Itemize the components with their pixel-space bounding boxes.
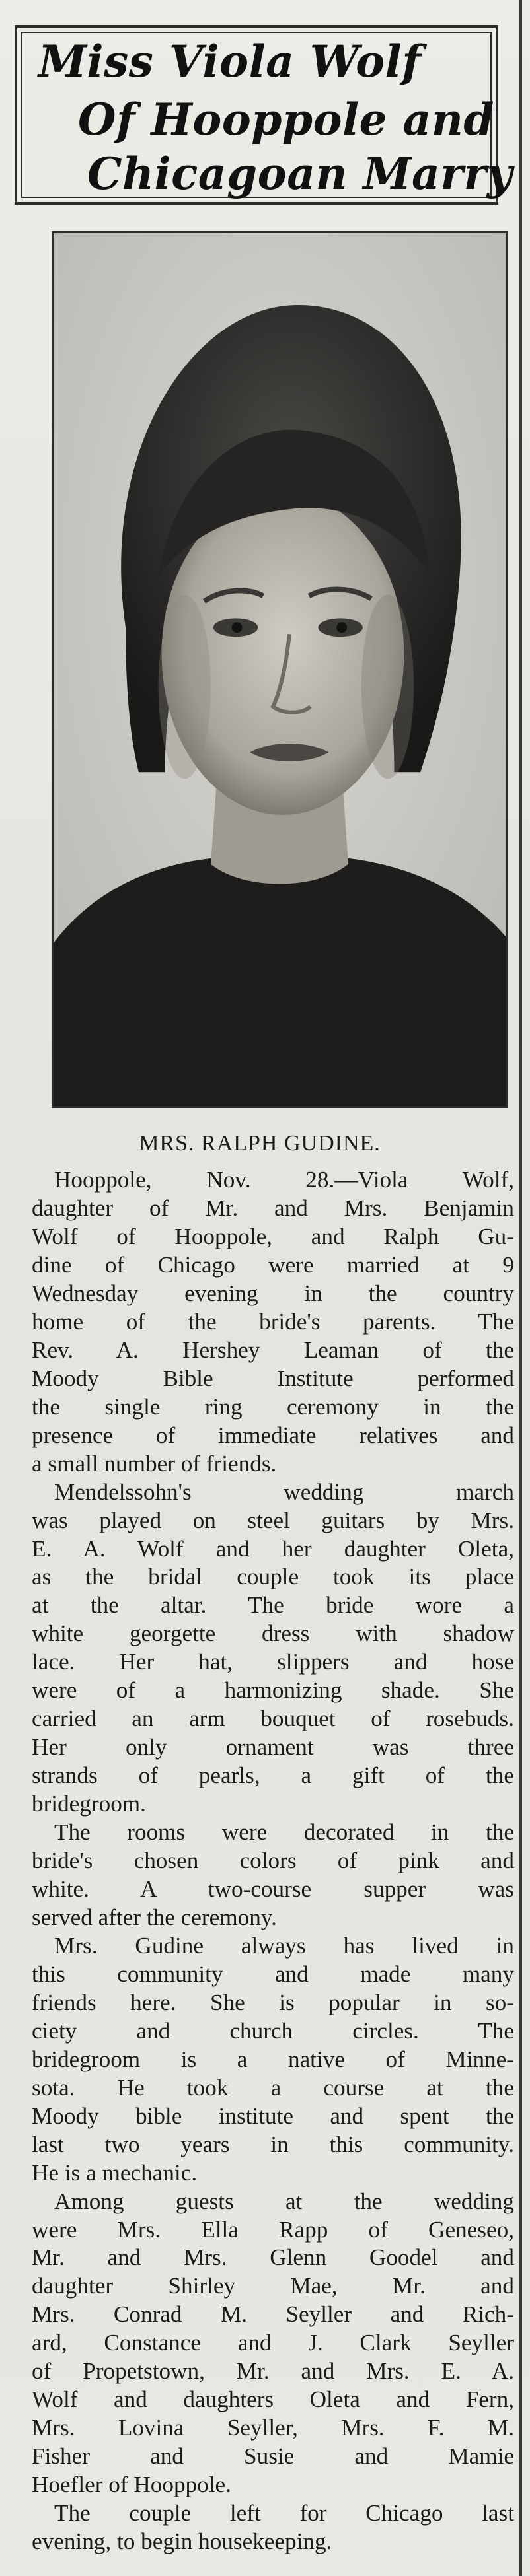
article-line: strands of pearls, a gift of the [32,1762,514,1789]
article-line: Rev. A. Hershey Leaman of the [32,1337,514,1363]
article-line: Mrs. Conrad M. Seyller and Rich- [32,2301,514,2328]
article-line: white georgette dress with shadow [32,1620,514,1647]
article-line: friends here. She is popular in so- [32,1989,514,2015]
article-line: daughter Shirley Mae, Mr. and [32,2273,514,2299]
article-line: were Mrs. Ella Rapp of Geneseo, [32,2216,514,2243]
article-line: Moody bible institute and spent the [32,2103,514,2129]
article-line: sota. He took a course at the [32,2074,514,2101]
portrait-image [54,233,506,1106]
article-line: Mr. and Mrs. Glenn Goodel and [32,2245,514,2271]
portrait-photo [52,231,508,1108]
article-line: The couple left for Chicago last [54,2500,514,2526]
article-line: at the altar. The bride wore a [32,1592,514,1619]
article-line: of Propetstown, Mr. and Mrs. E. A. [32,2358,514,2385]
article-line: Mendelssohn's wedding march [54,1479,514,1505]
headline-line-2: Of Hooppole and [78,94,495,145]
article-line: Mrs. Gudine always has lived in [54,1932,514,1959]
article-line: Hooppole, Nov. 28.—Viola Wolf, [54,1167,514,1193]
article-line: He is a mechanic. [32,2159,198,2186]
article-line: dine of Chicago were married at 9 [32,1251,514,1278]
headline-line-1: Miss Viola Wolf [38,36,422,87]
headline-line-3: Chicagoan Marry [87,148,513,199]
article-line: bride's chosen colors of pink and [32,1848,514,1873]
article-line: Wednesday evening in the country [32,1280,514,1306]
article-line: a small number of friends. [32,1450,277,1477]
article-line: this community and made many [32,1961,514,1987]
article-line: was played on steel guitars by Mrs. [32,1507,514,1533]
article-line: The rooms were decorated in the [54,1819,514,1846]
article-line: ciety and church circles. The [32,2017,514,2044]
article-line: ard, Constance and J. Clark Seyller [32,2330,514,2356]
article-line: as the bridal couple took its place [32,1564,514,1590]
article-line: Wolf and daughters Oleta and Fern, [32,2386,514,2413]
article-line: were of a harmonizing shade. She [32,1677,514,1704]
photo-caption: MRS. RALPH GUDINE. [139,1131,381,1156]
article-line: Fisher and Susie and Mamie [32,2443,514,2470]
article-line: the single ring ceremony in the [32,1393,514,1420]
article-line: E. A. Wolf and her daughter Oleta, [32,1535,514,1562]
article-line: white. A two-course supper was [32,1876,514,1902]
article-line: presence of immediate relatives and [32,1422,514,1448]
article-line: bridegroom is a native of Minne- [32,2046,514,2072]
article-line: Her only ornament was three [32,1734,514,1760]
article-line: home of the bride's parents. The [32,1308,514,1335]
article-line: bridegroom. [32,1791,146,1817]
article-line: served after the ceremony. [32,1904,277,1930]
article-line: evening, to begin housekeeping. [32,2528,332,2554]
article-line: Among guests at the wedding [54,2188,514,2214]
article-line: Mrs. Lovina Seyller, Mrs. F. M. [32,2415,514,2441]
article-line: lace. Her hat, slippers and hose [32,1649,514,1675]
article-line: daughter of Mr. and Mrs. Benjamin [32,1195,514,1221]
article-line: Moody Bible Institute performed [32,1365,514,1391]
article-line: Hoefler of Hooppole. [32,2472,231,2498]
article-line: last two years in this community. [32,2131,514,2157]
column-rule [519,0,522,2576]
article-line: carried an arm bouquet of rosebuds. [32,1706,514,1732]
article-line: Wolf of Hooppole, and Ralph Gu- [32,1223,514,1249]
